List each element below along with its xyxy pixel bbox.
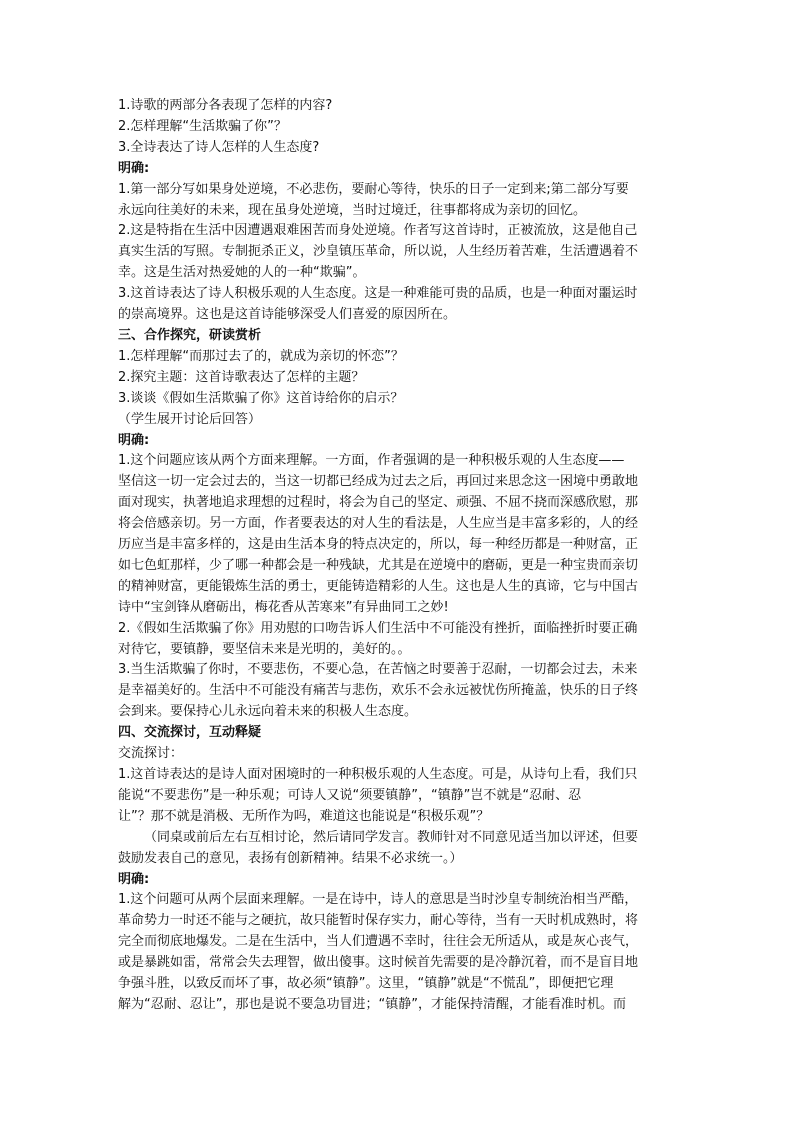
- text-line: 会到来。要保持心儿永远向着未来的积极人生态度。: [118, 704, 418, 720]
- text-line: 真实生活的写照。专制扼杀正义，沙皇镇压革命，所以说，人生经历着苦难，生活遭遇着不: [118, 244, 639, 260]
- text-line: 或是暴跳如雷，常常会失去理智，做出傻事。这时候首先需要的是冷静沉着，而不是盲目地: [118, 955, 639, 971]
- text-line: 2.《假如生活欺骗了你》用劝慰的口吻告诉人们生活中不可能没有挫折，面临挫折时要正确: [118, 620, 638, 636]
- text-line: 对待它，要镇静，要坚信未来是光明的，美好的。。: [118, 641, 411, 657]
- text-line: 1.诗歌的两部分各表现了怎样的内容?: [118, 98, 333, 113]
- text-line: 诗中“宝剑锋从磨砺出，梅花香从苦寒来”有异曲同工之妙!: [118, 599, 449, 615]
- text-line: 2.怎样理解“生活欺骗了你”？: [118, 118, 287, 134]
- text-line: 1.这个问题可从两个层面来理解。一是在诗中，诗人的意思是当时沙皇专制统治相当严酷，: [118, 892, 638, 908]
- text-line: 的崇高境界。这也是这首诗能够深受人们喜爱的原因所在。: [118, 307, 457, 323]
- text-line: 1.第一部分写如果身处逆境，不必悲伤，要耐心等待，快乐的日子一定到来;第二部分写要: [118, 181, 629, 197]
- text-line: 历应当是丰富多样的，这是由生活本身的特点决定的，所以，每一种经历都是一种财富，正: [118, 537, 639, 553]
- document-page: [118, 96, 678, 1016]
- text-line: 1.这首诗表达的是诗人面对困境时的一种积极乐观的人生态度。可是，从诗句上看，我们只: [118, 767, 638, 782]
- text-line: （学生展开讨论后回答）: [118, 411, 262, 427]
- section-heading: 三、合作探究，研读赏析: [118, 327, 262, 343]
- text-line: 3.这首诗表达了诗人积极乐观的人生态度。这是一种难能可贵的品质，也是一种面对噩运时: [118, 286, 638, 302]
- text-line: 完全而彻底地爆发。二是在生活中，当人们遭遇不幸时，往往会无所适从，或是灰心丧气，: [118, 934, 639, 950]
- text-line: 2.探究主题：这首诗歌表达了怎样的主题？: [118, 369, 365, 385]
- text-line: 3.谈谈《假如生活欺骗了你》这首诗给你的启示？: [118, 390, 404, 406]
- text-line: 让”？那不就是消极、无所作为吗，难道这也能说是“积极乐观”？: [118, 808, 490, 824]
- text-line: 坚信这一切一定会过去的，当这一切都已经成为过去之后，再回过来思念这一困境中勇敢地: [118, 474, 639, 490]
- text-line: 能说“不要悲伤”是一种乐观；可诗人又说“须要镇静”，“镇静”岂不就是“忍耐、忍: [118, 787, 582, 803]
- text-line: 的精神财富，更能锻炼生活的勇士，更能铸造精彩的人生。这也是人生的真谛，它与中国古: [118, 578, 639, 594]
- text-line: 1.怎样理解“而那过去了的，就成为亲切的怀恋”？: [118, 348, 404, 364]
- section-heading: 四、交流探讨，互动释疑: [118, 725, 262, 741]
- text-line: 解为“忍耐、忍让”，那也是说不要急功冒进；“镇静”，才能保持清醒，才能看准时机。而: [118, 996, 626, 1012]
- text-line: 将会倍感亲切。另一方面，作者要表达的对人生的看法是，人生应当是丰富多彩的，人的经: [118, 516, 639, 532]
- section-heading: 明确:: [118, 160, 150, 176]
- text-line: 永远向往美好的未来，现在虽身处逆境，当时过境迁，往事都将成为亲切的回忆。: [118, 202, 587, 218]
- text-line: 争强斗胜，以致反而坏了事，故必须“镇静”。这里，“镇静”就是“不慌乱”，即便把它理: [118, 976, 614, 992]
- text-line: 鼓励发表自己的意见，表扬有创新精神。结果不必求统一。）: [118, 850, 463, 866]
- text-line: 3.全诗表达了诗人怎样的人生态度?: [118, 139, 320, 155]
- text-line: 1.这个问题应该从两个方面来理解。一方面，作者强调的是一种积极乐观的人生态度——: [118, 453, 625, 469]
- text-line: （同桌或前后左右互相讨论，然后请同学发言。教师针对不同意见适当加以评述，但要: [144, 829, 639, 845]
- text-line: 革命势力一时还不能与之硬抗，故只能暂时保存实力，耐心等待，当有一天时机成熟时，将: [118, 913, 639, 929]
- text-line: 面对现实，执著地追求理想的过程时，将会为自己的坚定、顽强、不屈不挠而深感欣慰，那: [118, 495, 639, 511]
- text-line: 是幸福美好的。生活中不可能没有痛苦与悲伤，欢乐不会永远被忧伤所掩盖，快乐的日子终: [118, 683, 639, 699]
- text-line: 3.当生活欺骗了你时，不要悲伤，不要心急，在苦恼之时要善于忍耐，一切都会过去，未来: [118, 662, 638, 678]
- text-line: 幸。这是生活对热爱她的人的一种“欺骗”。: [118, 265, 366, 281]
- section-heading: 明确:: [118, 432, 150, 448]
- text-line: 交流探讨：: [118, 746, 184, 762]
- text-line: 2.这是特指在生活中因遭遇艰难困苦而身处逆境。作者写这首诗时，正被流放，这是他自己: [118, 223, 638, 239]
- text-line: 如七色虹那样，少了哪一种都会是一种残缺，尤其是在逆境中的磨砺，更是一种宝贵而亲切: [118, 557, 639, 573]
- section-heading: 明确:: [118, 871, 150, 887]
